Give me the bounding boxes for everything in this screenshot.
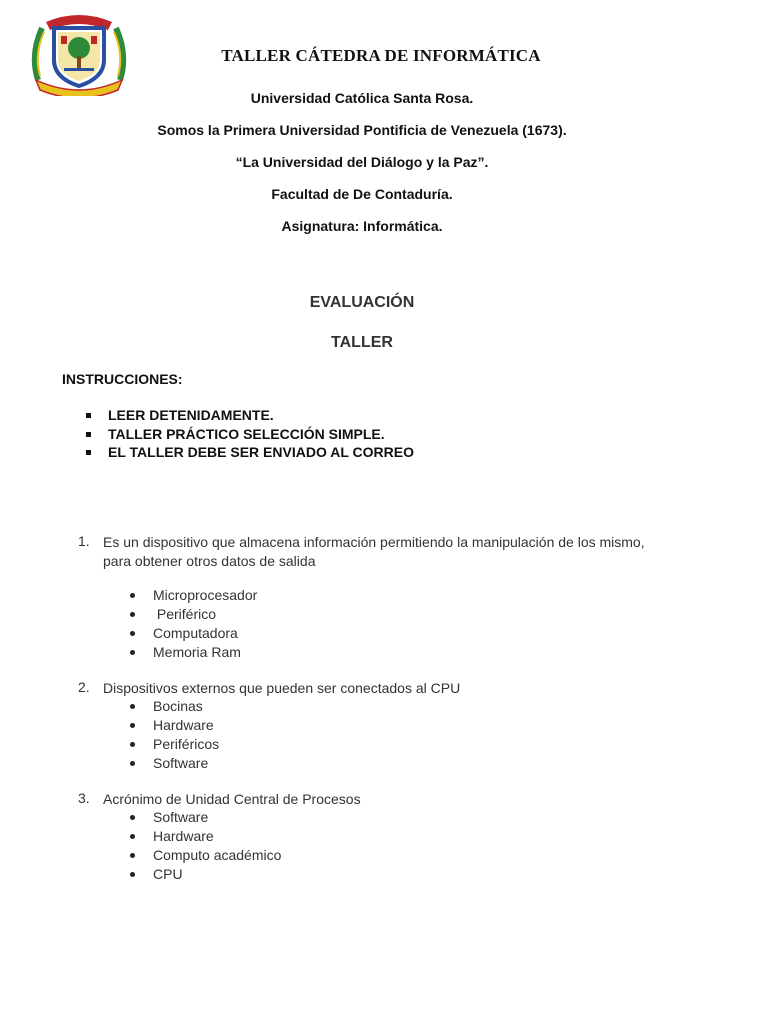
answer-option: Memoria Ram	[128, 643, 257, 662]
bullet-icon	[130, 650, 135, 655]
answer-option: Software	[128, 808, 281, 827]
subject-line: Asignatura: Informática.	[281, 218, 443, 234]
bullet-icon	[130, 853, 135, 858]
question-1	[78, 533, 663, 570]
instruction-item: LEER DETENIDAMENTE.	[84, 406, 414, 425]
bullet-icon	[130, 631, 135, 636]
answer-option: Software	[128, 754, 219, 773]
bullet-icon	[130, 761, 135, 766]
question-1-options	[128, 586, 257, 662]
question-text: Es un dispositivo que almacena información permitiendo la manipulación de los mismo, para obtener otros datos de salida	[103, 534, 645, 569]
answer-option: Periférico	[128, 605, 257, 624]
university-motto: “La Universidad del Diálogo y la Paz”.	[235, 154, 489, 170]
bullet-icon	[130, 704, 135, 709]
question-2	[78, 679, 663, 698]
bullet-icon	[130, 872, 135, 877]
answer-option: Computo académico	[128, 846, 281, 865]
question-text: Dispositivos externos que pueden ser conectados al CPU	[103, 680, 461, 696]
bullet-icon	[130, 834, 135, 839]
question-2-options	[128, 697, 219, 773]
question-3-options	[128, 808, 281, 884]
square-bullet-icon	[86, 450, 91, 455]
answer-option: Microprocesador	[128, 586, 257, 605]
bullet-icon	[130, 612, 135, 617]
instruction-item: TALLER PRÁCTICO SELECCIÓN SIMPLE.	[84, 425, 414, 444]
question-3	[78, 790, 663, 809]
answer-option: Bocinas	[128, 697, 219, 716]
evaluation-heading: EVALUACIÓN	[309, 294, 415, 311]
answer-option: Periféricos	[128, 735, 219, 754]
question-text: Acrónimo de Unidad Central de Procesos	[103, 791, 361, 807]
answer-option: Computadora	[128, 624, 257, 643]
workshop-heading: TALLER	[331, 334, 393, 351]
instructions-list	[84, 406, 414, 462]
document-title: TALLER CÁTEDRA DE INFORMÁTICA	[221, 46, 541, 65]
university-name: Universidad Católica Santa Rosa.	[250, 90, 474, 106]
university-tagline: Somos la Primera Universidad Pontificia de Venezuela (1673).	[157, 122, 567, 138]
answer-option: CPU	[128, 865, 281, 884]
square-bullet-icon	[86, 413, 91, 418]
bullet-icon	[130, 815, 135, 820]
instruction-item: EL TALLER DEBE SER ENVIADO AL CORREO	[84, 443, 414, 462]
answer-option: Hardware	[128, 827, 281, 846]
question-number: 3.	[78, 790, 90, 806]
bullet-icon	[130, 723, 135, 728]
faculty-line: Facultad de De Contaduría.	[271, 186, 453, 202]
bullet-icon	[130, 742, 135, 747]
question-number: 1.	[78, 533, 90, 549]
square-bullet-icon	[86, 432, 91, 437]
bullet-icon	[130, 593, 135, 598]
answer-option: Hardware	[128, 716, 219, 735]
instructions-label: INSTRUCCIONES:	[62, 371, 183, 387]
question-number: 2.	[78, 679, 90, 695]
